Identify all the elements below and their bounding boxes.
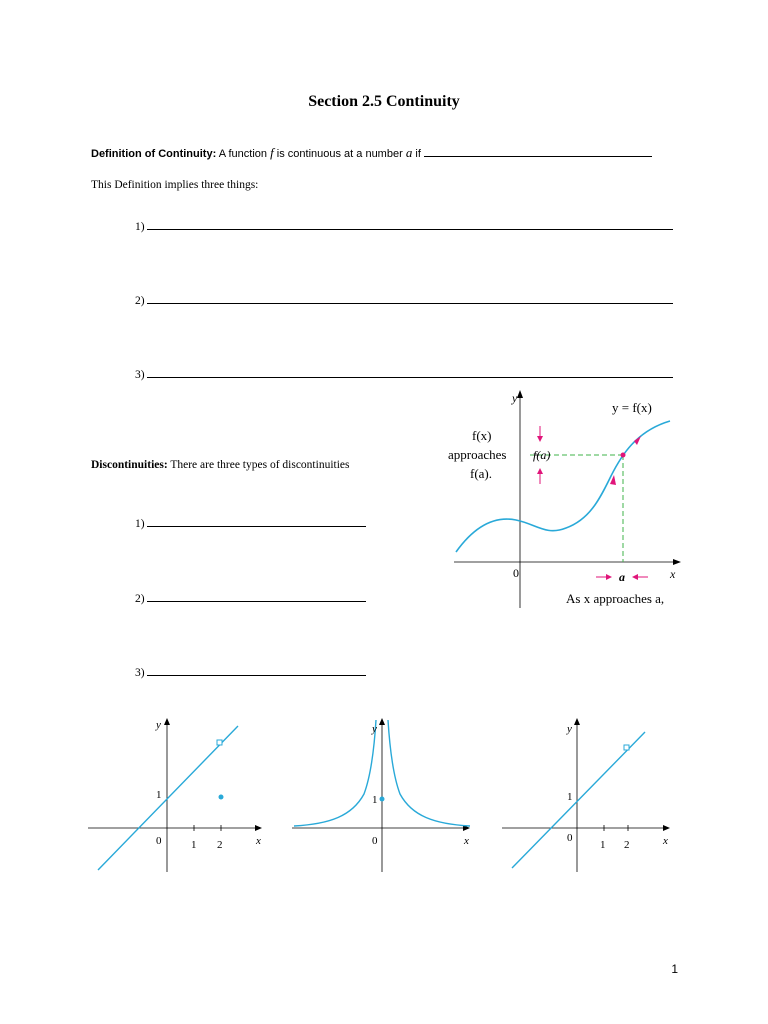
graph1-x-label: x [256, 835, 261, 847]
graph2-y-arrow-icon [379, 718, 385, 725]
graph2-y-tick-label: 1 [372, 794, 378, 806]
left-note-1: f(x) [472, 428, 492, 443]
a-arrow-left-icon [632, 574, 638, 580]
graph3-tick-label-1: 1 [600, 839, 606, 851]
x-axis-label: x [670, 567, 676, 581]
discontinuity-item-3 [135, 667, 366, 679]
graph-hole [500, 712, 680, 874]
limit-point [621, 453, 626, 458]
figure-caption: As x approaches a, [566, 591, 665, 606]
definition-line [91, 145, 652, 161]
definition-text-2: is continuous at a number [276, 148, 403, 160]
curve-arrow-down-icon [634, 436, 641, 445]
discontinuities-text: There are three types of discontinuities [170, 459, 350, 471]
implies-item-2-blank[interactable] [147, 302, 673, 304]
page-title: Section 2.5 Continuity [308, 93, 460, 110]
graph2-point [380, 797, 385, 802]
implies-item-1-number: 1) [135, 221, 145, 233]
graph3-y-arrow-icon [574, 718, 580, 725]
graph1-point [219, 795, 224, 800]
discontinuity-item-1 [135, 518, 366, 530]
implies-item-1 [135, 221, 673, 233]
implies-item-3-blank[interactable] [147, 376, 673, 378]
graph3-tick-label-2: 2 [624, 839, 630, 851]
definition-text-3: if [415, 148, 421, 160]
implies-item-2-number: 2) [135, 295, 145, 307]
graph1-y-tick-label: 1 [156, 789, 162, 801]
graph3-x-arrow-icon [663, 825, 670, 831]
implies-item-3-number: 3) [135, 369, 145, 381]
discontinuity-item-2-blank[interactable] [147, 600, 366, 602]
discontinuity-item-2-number: 2) [135, 593, 145, 605]
graph2-y-label: y [372, 723, 377, 735]
left-note-3: f(a). [470, 466, 493, 481]
curve-label: y = f(x) [612, 400, 652, 415]
graph1-x-arrow-icon [255, 825, 262, 831]
a-label: a [619, 570, 625, 584]
graph3-hole [624, 745, 629, 750]
discontinuity-item-1-number: 1) [135, 518, 145, 530]
graph1-hole [217, 740, 222, 745]
discontinuity-item-1-blank[interactable] [147, 525, 366, 527]
fa-label: f(a) [533, 448, 551, 462]
graph2-x-label: x [464, 835, 469, 847]
graph3-y-tick-label: 1 [567, 791, 573, 803]
discontinuities-label: Discontinuities: [91, 459, 168, 471]
discontinuity-item-3-blank[interactable] [147, 674, 366, 676]
implies-item-1-blank[interactable] [147, 228, 673, 230]
function-symbol: f [270, 145, 274, 160]
graph-infinite [290, 712, 476, 874]
graph3-origin: 0 [567, 832, 573, 844]
y-axis-arrow-icon [517, 390, 523, 398]
discontinuity-item-2 [135, 593, 366, 605]
definition-text-1: A function [218, 148, 268, 160]
number-symbol: a [405, 145, 413, 160]
y-axis-label: y [512, 391, 518, 405]
fa-arrow-down-icon [537, 436, 543, 442]
page-number: 1 [671, 962, 678, 976]
graph1-tick-label-1: 1 [191, 839, 197, 851]
origin-label: 0 [513, 566, 519, 580]
implies-text: This Definition implies three things: [91, 179, 259, 191]
fa-arrow-up-icon [537, 468, 543, 474]
continuity-figure [436, 386, 686, 612]
graph3-x-label: x [663, 835, 668, 847]
implies-item-3 [135, 369, 673, 381]
discontinuity-item-3-number: 3) [135, 667, 145, 679]
left-note-2: approaches [448, 447, 507, 462]
graph1-y-arrow-icon [164, 718, 170, 725]
graph1-origin: 0 [156, 835, 162, 847]
graph3-y-label: y [567, 723, 572, 735]
implies-item-2 [135, 295, 673, 307]
a-arrow-right-icon [606, 574, 612, 580]
graph1-tick-label-2: 2 [217, 839, 223, 851]
discontinuities-line [91, 459, 350, 471]
graph-removable [86, 712, 266, 874]
x-axis-arrow-icon [673, 559, 681, 565]
graph2-origin: 0 [372, 835, 378, 847]
graph2-left-branch [294, 720, 376, 826]
definition-label: Definition of Continuity: [91, 148, 217, 160]
graph1-y-label: y [156, 719, 161, 731]
definition-blank[interactable] [424, 155, 652, 157]
graph2-right-branch [388, 720, 470, 826]
